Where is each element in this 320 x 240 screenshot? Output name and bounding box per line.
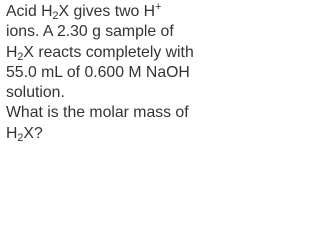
line-1-text: Acid H (6, 3, 53, 20)
question-line-1 (6, 2, 246, 22)
subscript-2: 2 (52, 10, 59, 23)
line-3-post: X reacts completely with (23, 43, 194, 61)
question-line-5: solution. (6, 84, 65, 102)
question-line-7 (6, 124, 246, 144)
line-1-mid: X gives two H (58, 3, 156, 20)
subscript-2: 2 (17, 132, 24, 144)
question-line-2: ions. A 2.30 g sample of (6, 23, 174, 41)
question-text (6, 2, 246, 144)
line-7-post: X? (23, 124, 43, 142)
superscript-plus: + (155, 1, 162, 14)
question-line-6: What is the molar mass of (6, 104, 189, 122)
question-line-3 (6, 43, 246, 63)
subscript-2: 2 (17, 50, 24, 63)
question-line-4: 55.0 mL of 0.600 M NaOH (6, 63, 190, 81)
line-7-pre: H (6, 124, 18, 142)
line-3-pre: H (6, 43, 18, 61)
